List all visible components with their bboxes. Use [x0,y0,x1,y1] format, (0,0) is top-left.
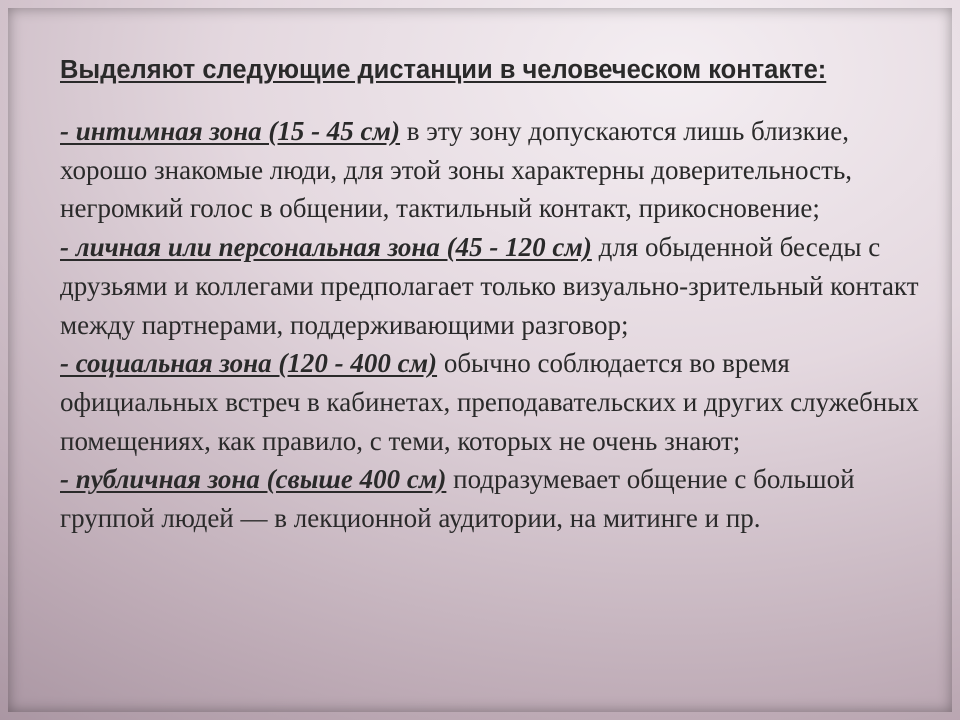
zone-public-description: подразумевает общение с большой группой людей — в лекционной аудитории, на митинге и пр. [60,464,855,534]
zone-public-name: - публичная зона (свыше 400 см) [60,464,447,495]
zones-text [60,112,930,538]
slide-content [60,50,930,538]
zone-personal-name: - личная или персональная зона (45 - 120 см) [60,232,592,263]
zone-intimate-name: - интимная зона (15 - 45 см) [60,116,401,146]
zone-personal-description: для обыденной беседы с друзьями и коллегами предполагает только визуально-зрительный контакт между партнерами, поддерживающими разговор; [60,232,919,340]
zone-intimate-description: в эту зону допускаются лишь близкие, хорошо знакомые люди, для этой зоны характерны доверительность, негромкий голос в общении, тактильный контакт, прикосновение; [60,116,853,224]
zone-social-description: обычно соблюдается во время официальных встреч в кабинетах, преподавательских и других служебных помещениях, как правило, с теми, которых не очень знают; [60,348,919,456]
slide-heading: Выделяют следующие дистанции в человеческом контакте: [60,56,827,84]
zone-social-name: - социальная зона (120 - 400 см) [60,348,438,379]
